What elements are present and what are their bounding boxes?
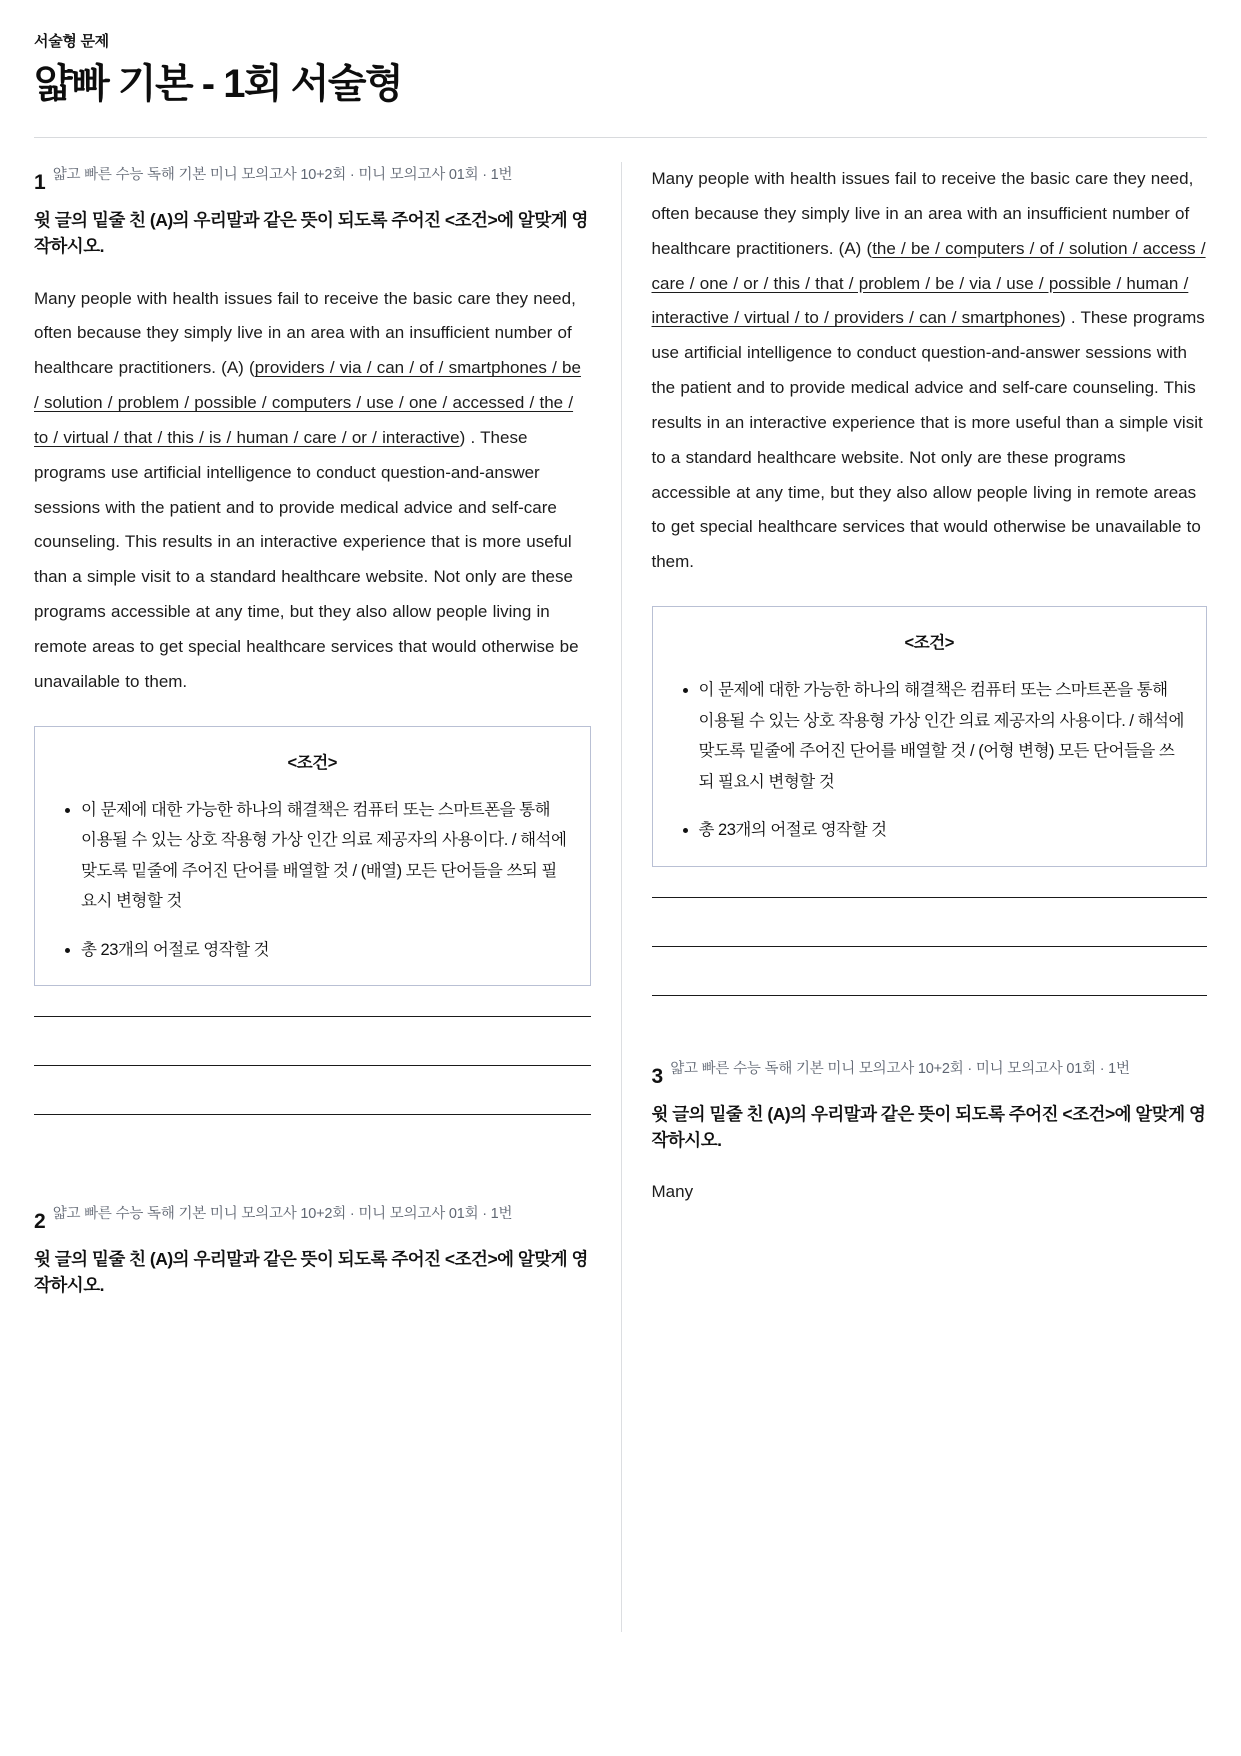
question-1-source: 얇고 빠른 수능 독해 기본 미니 모의고사 10+2회 · 미니 모의고사 01회 · 1번 [52,167,513,183]
answer-line[interactable] [652,995,1208,996]
question-3-header [652,1056,1208,1087]
question-2-number: 2 [34,1210,46,1234]
answer-line[interactable] [652,897,1208,898]
question-1-header [34,162,591,193]
answer-lines-2[interactable] [652,897,1208,996]
condition-box-1 [34,726,591,987]
condition-title-2: <조건> [904,634,955,653]
answer-line[interactable] [34,1114,591,1115]
passage-after-text: ) . These programs use artificial intelligence to conduct question-and-answer sessions with the patient and to provide medical advice and self-care counseling. This results in an interactive experience that is more useful than a simple visit to a standard healthcare website. Not only are these programs accessible at any time, but they also allow people living in remote areas to get special healthcare services that would otherwise be unavailable to them. [651,308,1205,572]
block-spacer [652,1022,1208,1056]
condition-title-1: <조건> [287,753,338,772]
condition-box-2 [652,606,1208,867]
question-3-prompt: 윗 글의 밑줄 친 (A)의 우리말과 같은 뜻이 되도록 주어진 <조건>에 알맞게 영작하시오. [651,1103,1206,1150]
question-3-source: 얇고 빠른 수능 독해 기본 미니 모의고사 10+2회 · 미니 모의고사 01회 · 1번 [670,1060,1130,1077]
question-1-prompt: 윗 글의 밑줄 친 (A)의 우리말과 같은 뜻이 되도록 주어진 <조건>에 알맞게 영작하시오. [34,210,588,257]
condition-item: • 총 23개의 어절로 영작할 것 [699,815,1187,846]
question-1-passage [34,282,591,700]
question-3-passage: Many [651,1182,694,1202]
document-kicker: 서술형 문제 [34,33,109,50]
question-block-2 [34,1201,591,1299]
word-scramble-2: the / be / computers / of / solution / access / care / one / or / this / that / problem / be / via / use / possible / human / interactive / virtual / to / providers / can / smartphones [651,238,1206,328]
word-scramble-1: providers / via / can / of / smartphones / be / solution / problem / possible / computers / use / one / accessed / the / to / virtual / that / this / is / human / care / or / interactive [34,358,581,447]
answer-lines-1[interactable] [34,1016,591,1115]
passage-before-text: Many people with health issues fail to receive the basic care they need, often because they simply live in an area with an insufficient number of healthcare practitioners. (A) ( [34,288,576,378]
block-spacer [34,1141,591,1201]
question-1-number: 1 [34,171,46,194]
two-column-body [34,162,1207,1632]
condition-list-2 [673,675,1187,846]
column-left [34,162,621,1321]
question-2-source: 얇고 빠른 수능 독해 기본 미니 모의고사 10+2회 · 미니 모의고사 01회 · 1번 [52,1206,513,1223]
document-header [34,30,1207,107]
question-2-prompt: 윗 글의 밑줄 친 (A)의 우리말과 같은 뜻이 되도록 주어진 <조건>에 알맞게 영작하시오. [34,1249,588,1296]
condition-item: • 이 문제에 대한 가능한 하나의 해결책은 컴퓨터 또는 스마트폰을 통해 이용될 수 있는 상호 작용형 가상 인간 의료 제공자의 사용이다. / 해석에 맞도록 밑줄에 주어진 단어를 배열할 것 / (어형 변형) 모든 단어들을 쓰되 필요시 변형할 것 [699,675,1187,797]
condition-list-1 [55,795,570,966]
answer-line[interactable] [652,946,1208,947]
column-right [621,162,1208,1632]
question-block-2-continued [652,162,1208,996]
page-title: 얇빠 기본 - 1회 서술형 [34,62,403,106]
question-2-header [34,1201,591,1232]
question-2-passage [652,162,1208,580]
passage-before-text: Many people with health issues fail to receive the basic care they need, often because they simply live in an area with an insufficient number of healthcare practitioners. (A) ( [651,169,1194,258]
answer-line[interactable] [34,1065,591,1066]
passage-after-text: ) . These programs use artificial intelligence to conduct question-and-answer sessions with the patient and to provide medical advice and self-care counseling. This results in an interactive experience that is more useful than a simple visit to a standard healthcare website. Not only are these programs accessible at any time, but they also allow people living in remote areas to get special healthcare services that would otherwise be unavailable to them. [34,427,579,691]
question-3-number: 3 [651,1064,664,1088]
header-divider [34,137,1207,138]
condition-item: • 이 문제에 대한 가능한 하나의 해결책은 컴퓨터 또는 스마트폰을 통해 이용될 수 있는 상호 작용형 가상 인간 의료 제공자의 사용이다. / 해석에 맞도록 밑줄에 주어진 단어를 배열할 것 / (배열) 모든 단어들을 쓰되 필요시 변형할 것 [81,795,570,917]
question-block-1 [34,162,591,1115]
answer-line[interactable] [34,1016,591,1017]
condition-item: • 총 23개의 어절로 영작할 것 [81,935,570,966]
question-block-3 [652,1056,1208,1210]
